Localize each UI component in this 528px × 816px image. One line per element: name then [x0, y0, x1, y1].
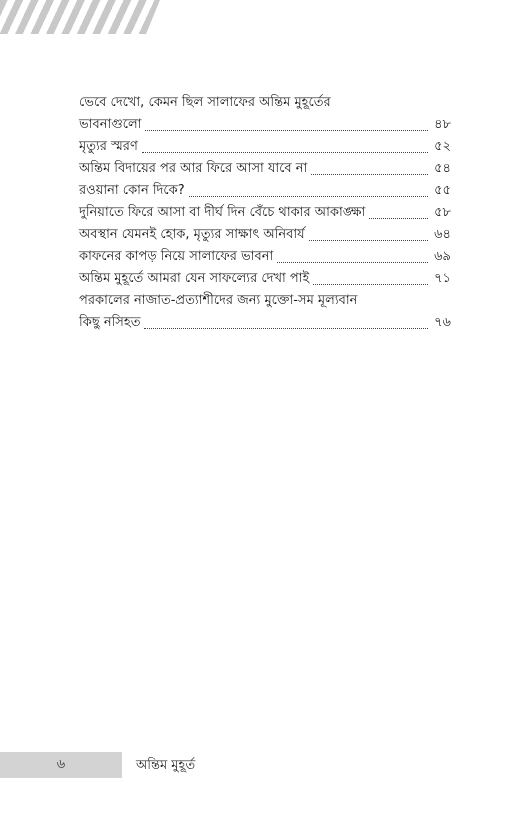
- toc-entry-page: ৭১: [434, 271, 451, 286]
- toc-entry-title: অন্তিম বিদায়ের পর আর ফিরে আসা যাবে না: [79, 161, 308, 176]
- toc-entry-title: কিছু নসিহত: [79, 315, 141, 330]
- dot-leader: [189, 196, 428, 197]
- dot-leader: [145, 130, 428, 131]
- dot-leader: [277, 262, 428, 263]
- toc-entry[interactable]: [79, 268, 451, 290]
- toc-entry-title: রওয়ানা কোন দিকে?: [79, 183, 185, 198]
- toc-entry-title: কাফনের কাপড় নিয়ে সালাফের ভাবনা: [79, 249, 274, 264]
- toc-entry-page: ৫২: [434, 139, 451, 154]
- toc-entry-page: ৬৯: [434, 249, 451, 264]
- toc-entry[interactable]: [79, 92, 451, 114]
- toc-entry-title: ভাবনাগুলো: [79, 117, 142, 132]
- toc-entry-title: অন্তিম মুহূর্তে আমরা যেন সাফল্যের দেখা পাই: [79, 271, 310, 286]
- toc-entry-page: ৬৪: [434, 227, 451, 242]
- dot-leader: [369, 218, 428, 219]
- toc-entry-title: পরকালের নাজাত-প্রত্যাশীদের জন্য মুক্তো-সম মূল্যবান: [79, 293, 358, 308]
- toc-entry-page: ৫৫: [434, 183, 451, 198]
- toc-entry-page: ৫৮: [434, 205, 451, 220]
- toc-entry[interactable]: [79, 224, 451, 246]
- toc-entry-page: ৫৪: [434, 161, 451, 176]
- dot-leader: [313, 284, 428, 285]
- toc-entry-title: অবস্থান যেমনই হোক, মৃত্যুর সাক্ষাৎ অনিবার্য: [79, 227, 305, 242]
- toc-entry[interactable]: [79, 312, 451, 334]
- dot-leader: [309, 240, 428, 241]
- toc-entry-title: ভেবে দেখো, কেমন ছিল সালাফের অন্তিম মুহূর্তের: [79, 95, 331, 110]
- decorative-header-stripes: [0, 0, 160, 34]
- toc-entry-title: দুনিয়াতে ফিরে আসা বা দীর্ঘ দিন বেঁচে থাকার আকাঙ্ক্ষা: [79, 205, 366, 220]
- dot-leader: [311, 174, 428, 175]
- running-book-title: অন্তিম মুহূর্ত: [136, 758, 196, 773]
- page-number: ৬: [56, 756, 66, 772]
- toc-entry[interactable]: [79, 202, 451, 224]
- toc-entry[interactable]: [79, 246, 451, 268]
- toc-entry-page: ৪৮: [434, 117, 451, 132]
- toc-entry[interactable]: [79, 290, 451, 312]
- toc-entry[interactable]: [79, 158, 451, 180]
- dot-leader: [142, 152, 428, 153]
- table-of-contents: [79, 92, 451, 334]
- toc-entry[interactable]: [79, 114, 451, 136]
- dot-leader: [144, 328, 428, 329]
- toc-entry[interactable]: [79, 180, 451, 202]
- toc-entry-title: মৃত্যুর স্মরণ: [79, 139, 138, 154]
- toc-entry[interactable]: [79, 136, 451, 158]
- toc-entry-page: ৭৬: [434, 315, 451, 330]
